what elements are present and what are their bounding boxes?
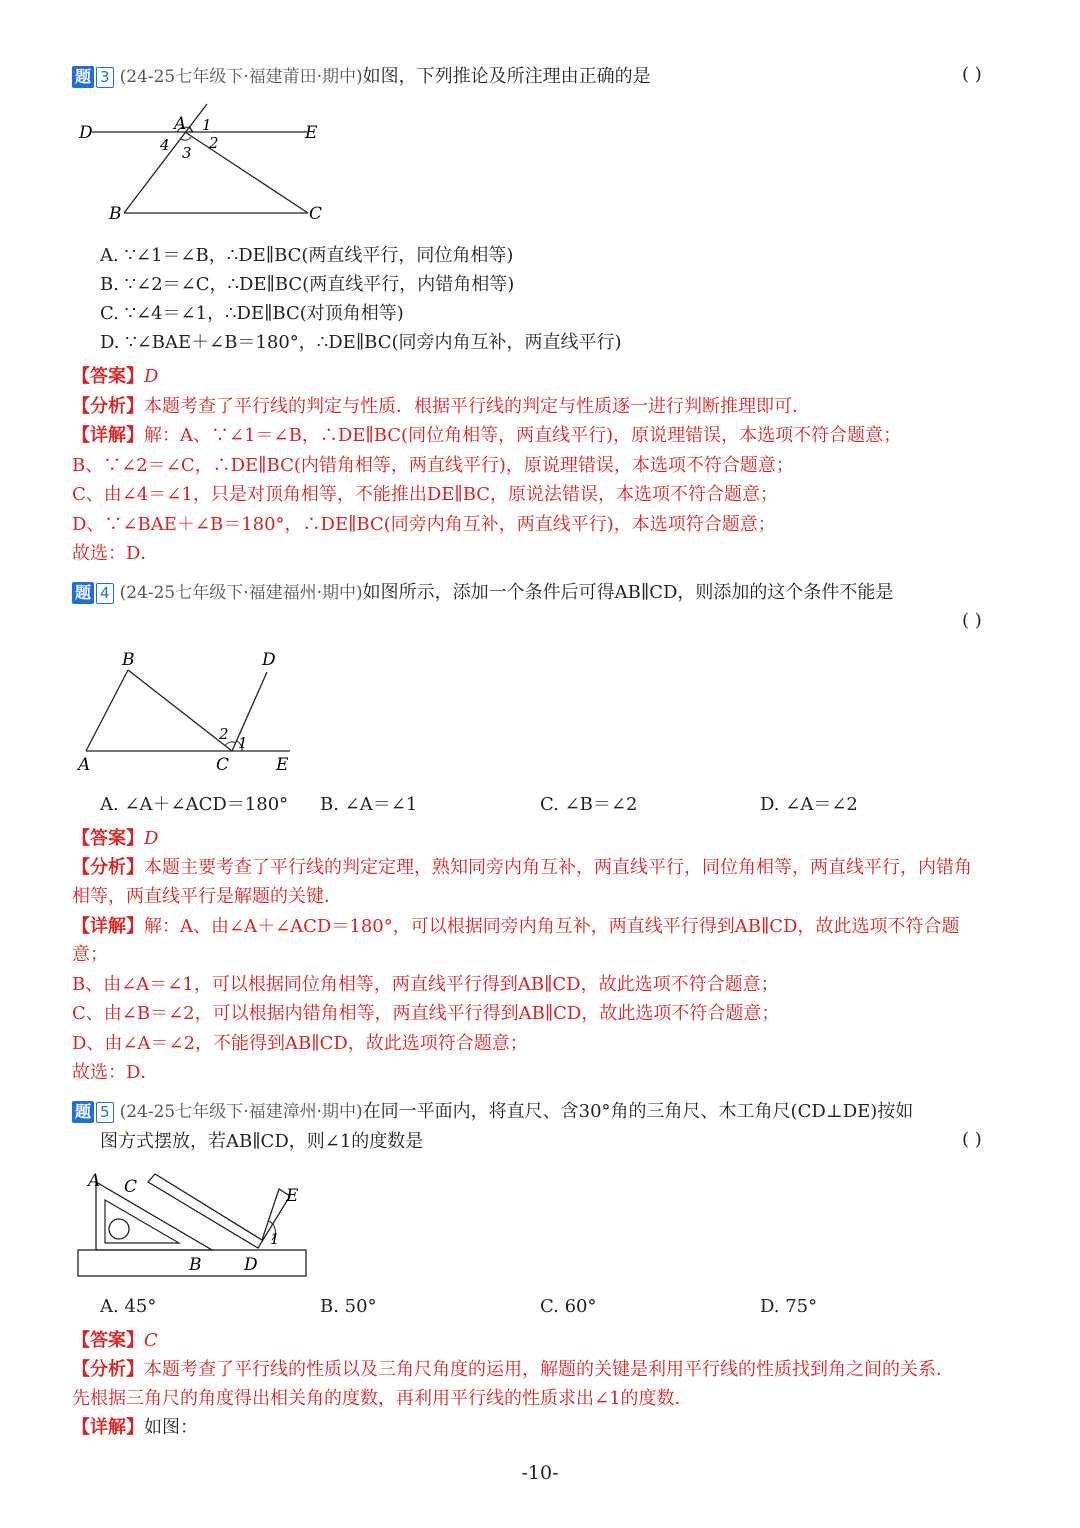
q5-answer-paren: ( ) <box>962 1129 982 1150</box>
q5-stem: 在同一平面内，将直尺、含30°角的三角尺、木工角尺(CD⊥DE)按如 <box>362 1101 914 1122</box>
q3-angle-3: 3 <box>182 144 192 162</box>
q4-option-c[interactable]: C. ∠B＝∠2 <box>540 794 638 815</box>
q3-label-e: E <box>305 123 318 143</box>
q5-label-a: A <box>88 1171 101 1191</box>
q3-label-a: A <box>174 114 187 134</box>
q3-angle-4: 4 <box>160 136 170 154</box>
q3-angle-2: 2 <box>209 134 219 152</box>
q3-option-c[interactable]: C. ∵∠4＝∠1，∴DE∥BC(对顶角相等) <box>100 303 404 324</box>
q3-detail-label: 【详解】 <box>72 425 144 446</box>
q4-label-e: E <box>276 755 289 775</box>
q3-angle-1: 1 <box>202 116 212 134</box>
q5-analysis-label: 【分析】 <box>72 1359 144 1380</box>
q3-answer-value: D <box>144 366 159 387</box>
q5-option-b[interactable]: B. 50° <box>320 1296 377 1317</box>
q4-option-a[interactable]: A. ∠A＋∠ACD＝180° <box>100 794 289 815</box>
q3-answer <box>72 364 158 390</box>
q5-tag: 题 <box>72 1101 94 1123</box>
q5-detail-label: 【详解】 <box>72 1417 144 1438</box>
q4-analysis-line-2: 相等，两直线平行是解题的关键． <box>72 886 342 907</box>
q4-detail-line-5: D、由∠A＝∠2，不能得到AB∥CD，故此选项符合题意； <box>72 1033 528 1054</box>
q5-triangle-hole <box>109 1219 129 1239</box>
q5-triangle-outer <box>96 1182 212 1250</box>
q3-analysis <box>72 394 810 420</box>
q3-line-ac <box>185 132 308 213</box>
q4-detail-label: 【详解】 <box>72 916 144 937</box>
q3-header <box>72 64 651 90</box>
q4-detail-line-3: B、由∠A＝∠1，可以根据同位角相等，两直线平行得到AB∥CD，故此选项不符合题意； <box>72 974 779 995</box>
q3-option-b[interactable]: B. ∵∠2＝∠C，∴DE∥BC(两直线平行，内错角相等) <box>100 274 515 295</box>
q4-tag: 题 <box>72 582 94 604</box>
q4-label-d: D <box>262 650 276 670</box>
q5-figure <box>72 1160 322 1284</box>
q5-label-b: B <box>189 1255 202 1275</box>
q3-tag: 题 <box>72 66 94 88</box>
q4-detail-line-1 <box>72 914 959 940</box>
q3-number: 3 <box>96 67 114 88</box>
q5-answer <box>72 1328 158 1354</box>
q4-label-a: A <box>78 755 91 775</box>
q5-answer-value: C <box>144 1330 158 1351</box>
q3-option-a[interactable]: A. ∵∠1＝∠B，∴DE∥BC(两直线平行，同位角相等) <box>100 245 514 266</box>
q4-line-bc <box>128 670 232 751</box>
q3-answer-paren: ( ) <box>962 64 982 85</box>
q3-label-d: D <box>79 123 93 143</box>
q3-option-d[interactable]: D. ∵∠BAE＋∠B＝180°，∴DE∥BC(同旁内角互补，两直线平行) <box>100 332 622 353</box>
q3-source: (24-25七年级下·福建莆田·期中) <box>119 67 363 87</box>
q5-detail <box>72 1415 198 1441</box>
q4-option-b[interactable]: B. ∠A＝∠1 <box>320 794 418 815</box>
q4-header <box>72 580 893 606</box>
q4-analysis-label: 【分析】 <box>72 857 144 878</box>
q3-detail-line-1 <box>72 423 901 449</box>
q3-detail-line-4: D、∵∠BAE＋∠B＝180°，∴DE∥BC(同旁内角互补，两直线平行)，本选项符合题意； <box>72 514 776 535</box>
q3-detail-line-2: B、∵∠2＝∠C，∴DE∥BC(内错角相等，两直线平行)，原说理错误，本选项不符合题意； <box>72 455 794 476</box>
q5-header <box>72 1099 913 1125</box>
q4-analysis-text-1: 本题主要考查了平行线的判定定理，熟知同旁内角互补，两直线平行，同位角相等，两直线平行，内错角 <box>144 857 972 878</box>
q3-label-c: C <box>309 204 323 224</box>
q4-answer-label: 【答案】 <box>72 828 144 849</box>
q5-option-c[interactable]: C. 60° <box>540 1296 597 1317</box>
q4-label-c: C <box>216 755 230 775</box>
q5-triangle-inner <box>105 1200 179 1243</box>
q5-angle-1: 1 <box>270 1230 280 1248</box>
q3-label-b: B <box>109 204 122 224</box>
q4-detail-text-1: 解：A、由∠A＋∠ACD＝180°，可以根据同旁内角互补，两直线平行得到AB∥CD，故此选项不符合题 <box>144 916 960 937</box>
q3-figure <box>72 98 342 228</box>
q5-label-c: C <box>124 1177 138 1197</box>
q5-analysis <box>72 1357 954 1383</box>
q3-stem: 如图，下列推论及所注理由正确的是 <box>362 66 651 87</box>
q3-line-ba <box>124 104 207 213</box>
q5-detail-text: 如图： <box>144 1417 198 1438</box>
q3-answer-label: 【答案】 <box>72 366 144 387</box>
page-number: -10- <box>521 1462 559 1484</box>
q4-source: (24-25七年级下·福建福州·期中) <box>119 583 363 603</box>
q4-answer-value: D <box>144 828 159 849</box>
q4-detail-line-2: 意； <box>72 944 108 965</box>
q5-label-e: E <box>286 1186 299 1206</box>
q4-analysis <box>72 855 972 881</box>
q3-detail-line-3: C、由∠4＝∠1，只是对顶角相等，不能推出DE∥BC，原说法错误，本选项不符合题意； <box>72 484 779 505</box>
q4-line-ab <box>86 670 128 751</box>
q3-detail-line-5: 故选：D． <box>72 543 159 564</box>
q3-analysis-text: 本题考查了平行线的判定与性质．根据平行线的判定与性质逐一进行判断推理即可． <box>144 396 810 417</box>
q4-number: 4 <box>96 583 114 604</box>
q5-answer-label: 【答案】 <box>72 1330 144 1351</box>
q4-angle-2: 2 <box>219 725 229 743</box>
q3-analysis-label: 【分析】 <box>72 396 144 417</box>
q4-angle-1: 1 <box>238 734 248 752</box>
q4-detail-line-4: C、由∠B＝∠2，可以根据内错角相等，两直线平行得到AB∥CD，故此选项不符合题意； <box>72 1003 780 1024</box>
q5-number: 5 <box>96 1102 114 1123</box>
q5-stem-line-2: 图方式摆放，若AB∥CD，则∠1的度数是 <box>100 1131 424 1152</box>
q5-analysis-text-1: 本题考查了平行线的性质以及三角尺角度的运用，解题的关键是利用平行线的性质找到角之间的关系． <box>144 1359 954 1380</box>
q3-detail-text-1: 解：A、∵∠1＝∠B，∴DE∥BC(同位角相等，两直线平行)，原说理错误，本选项不符合题意； <box>144 425 902 446</box>
q4-label-b: B <box>122 650 135 670</box>
q4-stem: 如图所示，添加一个条件后可得AB∥CD，则添加的这个条件不能是 <box>362 582 894 603</box>
q4-detail-line-6: 故选：D． <box>72 1062 159 1083</box>
q5-option-a[interactable]: A. 45° <box>100 1296 157 1317</box>
q5-label-d: D <box>244 1255 258 1275</box>
q5-option-d[interactable]: D. 75° <box>760 1296 818 1317</box>
q4-figure <box>72 644 312 780</box>
q5-source: (24-25七年级下·福建漳州·期中) <box>119 1102 363 1122</box>
q4-option-d[interactable]: D. ∠A＝∠2 <box>760 794 858 815</box>
q4-answer <box>72 826 158 852</box>
q5-analysis-line-2: 先根据三角尺的角度得出相关角的度数，再利用平行线的性质求出∠1的度数． <box>72 1388 693 1409</box>
q4-answer-paren: ( ) <box>962 610 982 631</box>
